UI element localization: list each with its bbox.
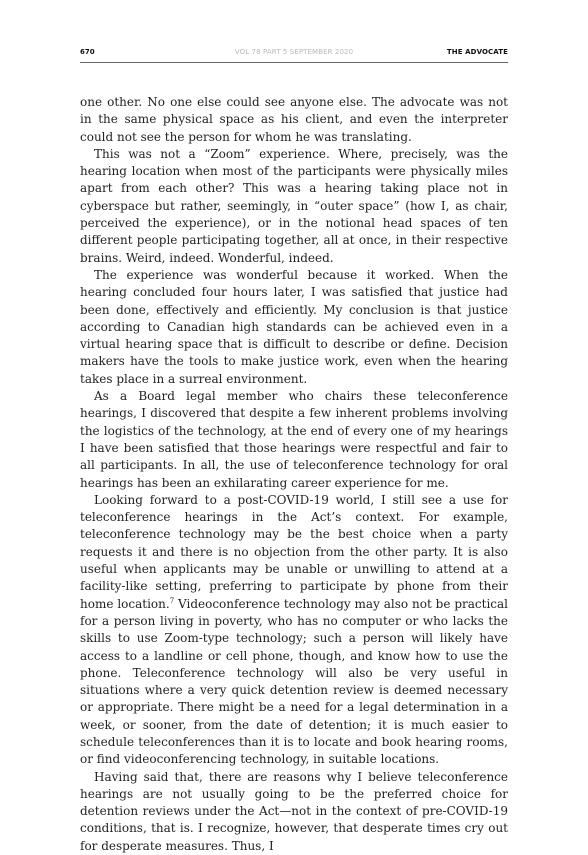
- footnote-reference[interactable]: 7: [169, 596, 175, 605]
- running-header: [80, 45, 508, 63]
- paragraph-post-covid: [80, 492, 508, 769]
- journal-title: THE ADVOCATE: [446, 48, 508, 56]
- page-number: 670: [80, 48, 95, 56]
- paragraph-continued: one other. No one else could see anyone else. The advocate was not in the same physical space as his client, and even the interpreter could not see the person for whom he was translating.: [80, 95, 508, 144]
- paragraph-having-said-that: Having said that, there are reasons why I believe teleconference hearings are not usually going to be the preferred choice for detention reviews under the Act—not in the context of pre-COVID-19 conditions, that is. I recognize, however, that desperate times cry out for desperate measures. Thus, I: [80, 769, 508, 853]
- paragraph-board-member: As a Board legal member who chairs these teleconference hearings, I discovered that despite a few inherent problems involving the logistics of the technology, at the end of every one of my hearings I have been satisfied that those hearings were respectful and fair to all participants. In all, the use of teleconference technology for oral hearings has been an exhilarating career experience for me.: [80, 389, 508, 490]
- issue-info: VOL 78 PART 5 SEPTEMBER 2020: [234, 48, 354, 56]
- article-body: [80, 94, 508, 855]
- paragraph-post-covid-part2: Videoconference technology may also not be practical for a person living in poverty, who has no computer or who lacks the skills to use Zoom-type technology; such a person will likely have access to a landline or cell phone, though, and know how to use the phone. Teleconference technology will also be very useful in situations where a very quick detention review is deemed necessary or appropriate. There might be a need for a legal determination in a week, or sooner, from the date of detention; it is much easier to schedule teleconferences than it is to locate and book hearing rooms, or find videoconferencing technology, in suitable locations.: [80, 596, 508, 767]
- paragraph-post-covid-part1: Looking forward to a post-COVID-19 world, I still see a use for teleconference hearings in the Act’s context. For example, teleconference technology may be the best choice when a party requests it and there is no objection from the other party. It is also useful when applicants may be unable or unwilling to attend at a facility-like setting, preferring to participate by phone from their home location.: [80, 492, 508, 611]
- paragraph-wonderful-experience: The experience was wonderful because it worked. When the hearing concluded four hours later, I was satisfied that justice had been done, effectively and efficiently. My conclusion is that justice according to Canadian high standards can be achieved even in a virtual hearing space that is difficult to describe or define. Decision makers have the tools to make justice work, even when the hearing takes place in a surreal environment.: [80, 267, 508, 386]
- paragraph-zoom-experience: This was not a “Zoom” experience. Where, precisely, was the hearing location when most of the participants were physically miles apart from each other? This was a hearing taking place not in cyberspace but rather, seemingly, in “outer space” (how I, as chair, perceived the experience), or in the notional head spaces of ten different people participating together, all at once, in their respective brains. Weird, indeed. Wonderful, indeed.: [80, 146, 508, 265]
